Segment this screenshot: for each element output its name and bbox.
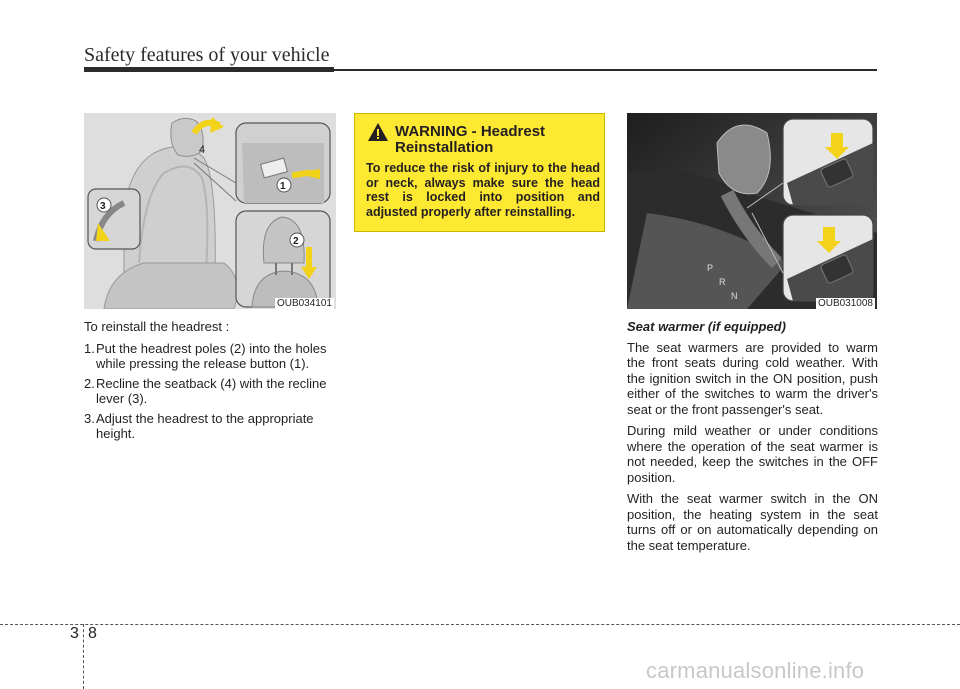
footer-vertical-divider [83,624,84,689]
warning-heading: Headrest Reinstallation [395,123,546,156]
callout-1: 1 [280,181,286,192]
list-item: 1. Put the headrest poles (2) into the holes while pressing the release button (1). [84,340,327,371]
page-section-number: 3 [70,625,79,642]
seat-warmer-paragraph: The seat warmers are provided to warm the front seats during cold weather. With the ignition switch in the ON position, push either of the switches to warm the driver's seat or the front passenger's seat. [627,339,878,417]
gear-letter-n: N [731,291,738,301]
reinstall-instructions [84,319,335,446]
seat-warmer-heading: Seat warmer (if equipped) [627,319,786,334]
footer-divider [0,624,960,625]
list-item: 2. Recline the seatback (4) with the recline lever (3). [84,375,327,406]
seat-warmer-section [627,319,878,559]
page-header-title: Safety features of your vehicle [84,44,330,66]
seat-warmer-paragraph: With the seat warmer switch in the ON position, the heating system in the seat turns off or on automatically depending on the seat temperature. [627,491,878,553]
gear-letter-p: P [707,263,714,273]
seat-warmer-paragraph: During mild weather or under conditions where the operation of the seat warmer is not needed, keep the switches in the OFF position. [627,423,878,485]
warning-triangle-icon [367,122,389,142]
page-number: 8 [88,625,97,642]
list-item: 3. Adjust the headrest to the appropriate height. [84,410,314,441]
warning-box [354,113,605,232]
seat-warmer-figure [627,113,877,309]
callout-4: 4 [199,144,206,156]
figure-code-right: OUB031008 [817,298,873,309]
header-rule-accent [84,67,334,72]
callout-3: 3 [100,201,106,212]
warning-body: To reduce the risk of injury to the head or neck, always make sure the head rest is locked into position and adjusted properly after reinstalling. [366,161,600,219]
warning-label: WARNING - [395,123,477,140]
figure-code-left: OUB034101 [276,298,332,309]
watermark: carmanualsonline.info [646,658,865,683]
warning-title [395,124,600,156]
callout-2: 2 [293,236,299,247]
gear-letter-r: R [719,277,726,287]
reinstall-intro: To reinstall the headrest : [84,319,230,334]
headrest-figure [84,113,336,309]
